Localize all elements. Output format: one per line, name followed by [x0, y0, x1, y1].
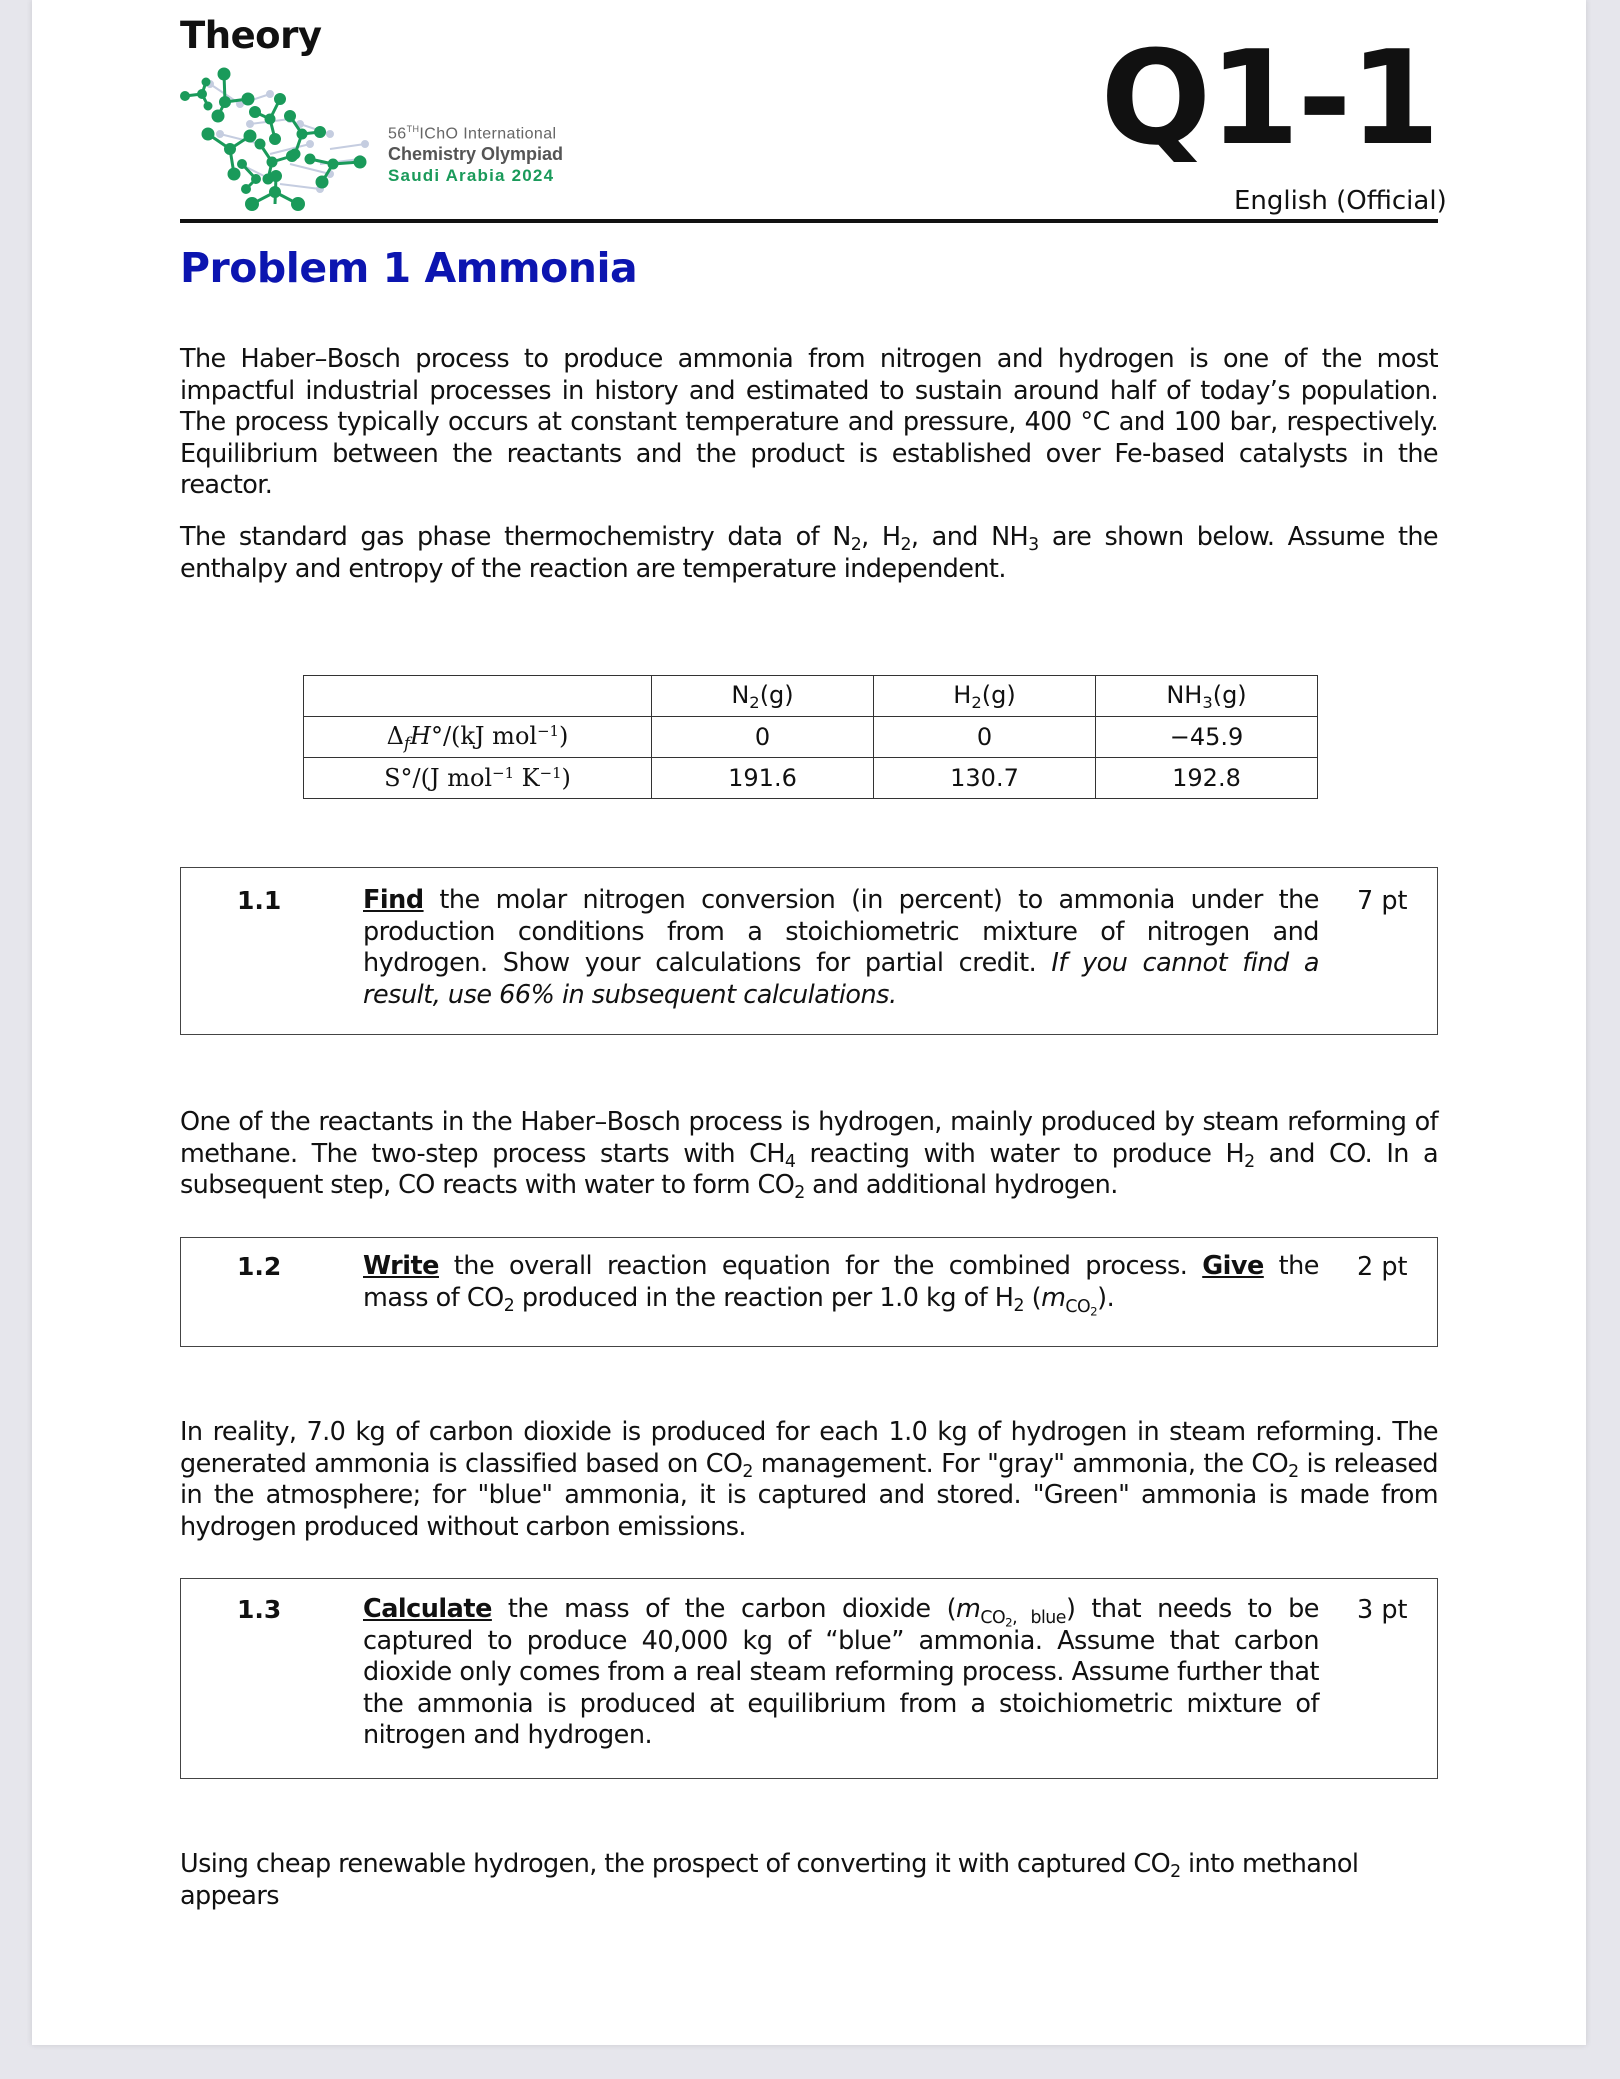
methanol-paragraph: Using cheap renewable hydrogen, the prospect of converting it with captured $CO_2$ into methanol appears: [180, 1849, 1359, 1911]
table-cell: 0: [874, 717, 1096, 758]
task-box-1-1: [180, 867, 1438, 1035]
table-header-cell: $H_2(g)$: [874, 676, 1096, 717]
table-row: [304, 758, 1318, 799]
task-points: 7 pt: [1357, 886, 1408, 916]
logo-line-1: 56THIChO International: [388, 124, 557, 143]
table-cell: −45.9: [1096, 717, 1318, 758]
table-header-cell: [304, 676, 652, 717]
row-label-entropy: S°/(J mol$^{-1}$ $K^{-1}$): [304, 758, 652, 799]
task-box-1-3: [180, 1578, 1438, 1779]
task-number: 1.2: [237, 1252, 282, 1281]
table-header-cell: $NH_3(g)$: [1096, 676, 1318, 717]
table-cell: 191.6: [652, 758, 874, 799]
task-box-1-2: [180, 1237, 1438, 1347]
table-cell: 130.7: [874, 758, 1096, 799]
olympiad-logo-text: [388, 119, 563, 186]
hydrogen-paragraph: One of the reactants in the Haber–Bosch process is hydrogen, mainly produced by steam reforming of methane. The two-step process starts with $CH_4$ reacting with water to produce $H_2$ and CO. In a subsequent step, CO reacts with water to form $CO_2$ and additional hydrogen.: [180, 1107, 1438, 1204]
question-id: Q1-1: [1100, 22, 1438, 174]
task-text: Write the overall reaction equation for the combined process. Give the mass of $CO_2$ produced in the reaction per 1.0 kg of $H_2$ $(m_{CO_2})$.: [363, 1251, 1319, 1319]
task-points: 3 pt: [1357, 1595, 1408, 1625]
task-text: Find the molar nitrogen conversion (in percent) to ammonia under the production conditions from a stoichiometric mixture of nitrogen and hydrogen. Show your calculations for partial credit. If you cannot find a result, use 66% in subsequent calculations.: [363, 885, 1319, 1010]
logo-line-2: Chemistry Olympiad: [388, 144, 564, 165]
co2-classification-paragraph: In reality, 7.0 kg of carbon dioxide is produced for each 1.0 kg of hydrogen in steam reforming. The generated ammonia is classified based on $CO_2$ management. For "gray" ammonia, the $CO_2$ is released in the atmosphere; for "blue" ammonia, it is captured and stored. "Green" ammonia is made from hydrogen produced without carbon emissions.: [180, 1417, 1438, 1542]
table-row: [304, 717, 1318, 758]
table-cell: 0: [652, 717, 874, 758]
language-label: English (Official): [1234, 186, 1447, 216]
table-header-row: [304, 676, 1318, 717]
thermo-intro-paragraph: The standard gas phase thermochemistry data of $N_2$, $H_2$, and $NH_3$ are shown below. Assume the enthalpy and entropy of the reaction are temperature independent.: [180, 522, 1439, 584]
thermochemistry-table: [303, 675, 1318, 799]
task-number: 1.1: [237, 886, 282, 915]
row-label-enthalpy: $\Delta_fH^\circ/(kJ$ mol$^{-1}$): [304, 717, 652, 758]
intro-paragraph: The Haber–Bosch process to produce ammonia from nitrogen and hydrogen is one of the most impactful industrial processes in history and estimated to sustain around half of today’s population. The process typically occurs at constant temperature and pressure, 400 °C and 100 bar, respectively. Equilibrium between the reactants and the product is established over Fe-based catalysts in the reactor.: [180, 344, 1438, 500]
task-number: 1.3: [237, 1595, 282, 1624]
header-rule: [180, 219, 1438, 223]
task-text: Calculate the mass of the carbon dioxide $(m_{CO_2, blue})$ that needs to be captured to produce 40,000 kg of “blue” ammonia. Assume that carbon dioxide only comes from a real steam reforming process. Assume further that the ammonia is produced at equilibrium from a stoichiometric mixture of nitrogen and hydrogen.: [363, 1594, 1319, 1750]
problem-title: Problem 1 Ammonia: [180, 244, 638, 292]
table-header-cell: $N_2(g)$: [652, 676, 874, 717]
document-page: [32, 0, 1586, 2045]
task-points: 2 pt: [1357, 1252, 1408, 1282]
section-label: Theory: [180, 14, 322, 57]
table-cell: 192.8: [1096, 758, 1318, 799]
molecule-network-logo-icon: [180, 64, 380, 212]
logo-line-3: Saudi Arabia 2024: [388, 166, 555, 186]
